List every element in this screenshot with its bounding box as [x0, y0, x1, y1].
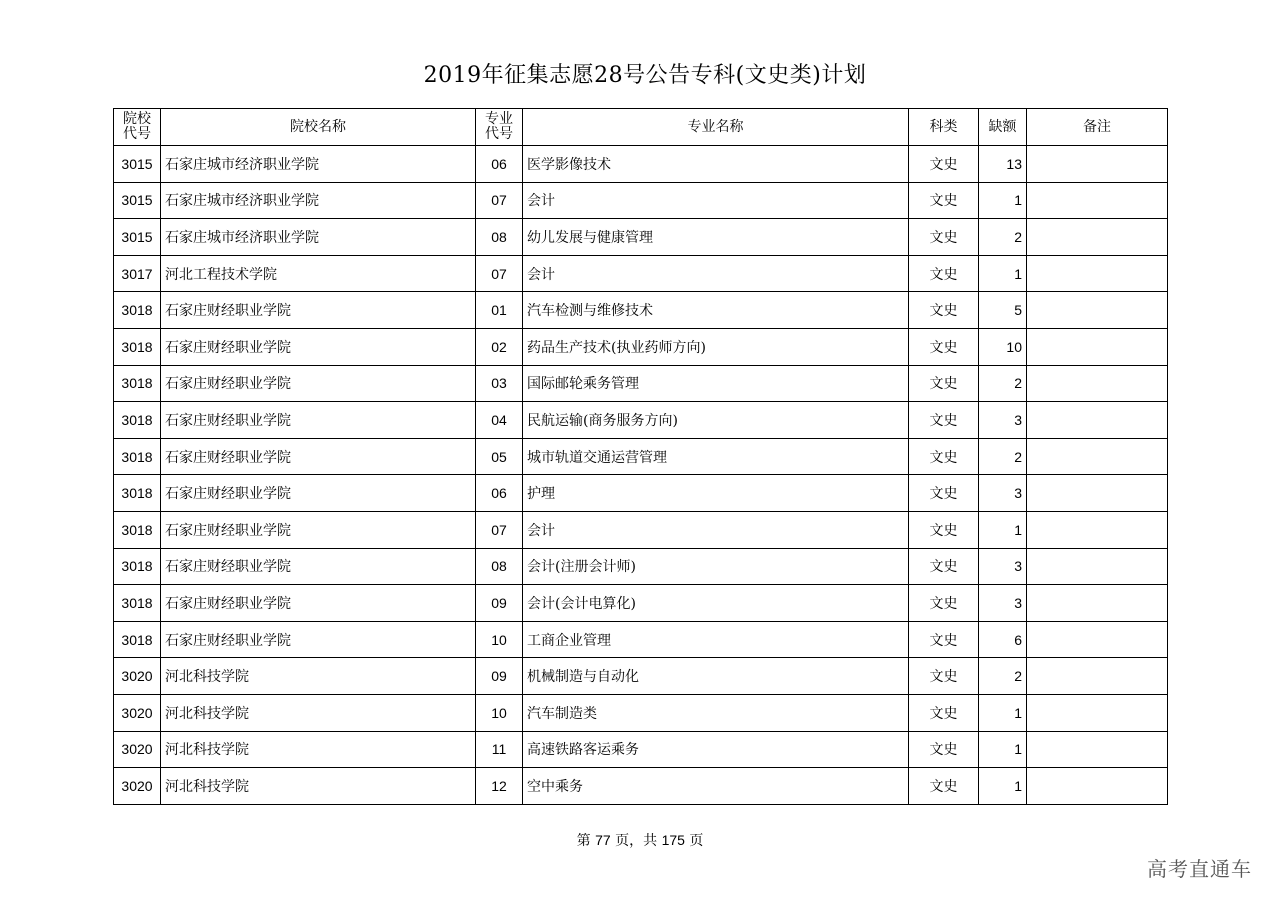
cell-vacancy: 2	[979, 438, 1027, 475]
cell-school-name: 石家庄城市经济职业学院	[161, 182, 476, 219]
cell-category: 文史	[909, 658, 979, 695]
cell-major-name: 工商企业管理	[523, 621, 909, 658]
cell-school-name: 石家庄城市经济职业学院	[161, 219, 476, 256]
cell-major-name: 汽车检测与维修技术	[523, 292, 909, 329]
cell-category: 文史	[909, 292, 979, 329]
cell-major-code: 10	[476, 694, 523, 731]
cell-school-name: 河北科技学院	[161, 658, 476, 695]
table-row	[114, 731, 1168, 768]
header-school-name: 院校名称	[161, 109, 476, 146]
cell-school-code: 3020	[114, 658, 161, 695]
table-row	[114, 585, 1168, 622]
cell-major-code: 10	[476, 621, 523, 658]
cell-school-code: 3018	[114, 365, 161, 402]
cell-major-code: 08	[476, 548, 523, 585]
cell-school-name: 石家庄财经职业学院	[161, 328, 476, 365]
cell-school-name: 河北科技学院	[161, 768, 476, 805]
table-row	[114, 768, 1168, 805]
cell-school-name: 石家庄城市经济职业学院	[161, 146, 476, 183]
cell-major-name: 国际邮轮乘务管理	[523, 365, 909, 402]
cell-remarks	[1027, 438, 1168, 475]
cell-category: 文史	[909, 475, 979, 512]
cell-major-name: 会计	[523, 182, 909, 219]
cell-school-name: 石家庄财经职业学院	[161, 511, 476, 548]
table-row	[114, 219, 1168, 256]
cell-major-code: 11	[476, 731, 523, 768]
cell-category: 文史	[909, 621, 979, 658]
cell-remarks	[1027, 511, 1168, 548]
header-category: 科类	[909, 109, 979, 146]
cell-remarks	[1027, 768, 1168, 805]
cell-remarks	[1027, 475, 1168, 512]
cell-school-code: 3018	[114, 438, 161, 475]
cell-school-code: 3018	[114, 621, 161, 658]
cell-vacancy: 1	[979, 768, 1027, 805]
cell-school-code: 3015	[114, 182, 161, 219]
cell-school-name: 石家庄财经职业学院	[161, 475, 476, 512]
table-row	[114, 658, 1168, 695]
cell-major-code: 07	[476, 182, 523, 219]
cell-category: 文史	[909, 585, 979, 622]
cell-school-code: 3018	[114, 475, 161, 512]
cell-major-name: 护理	[523, 475, 909, 512]
cell-school-name: 河北科技学院	[161, 694, 476, 731]
cell-school-name: 石家庄财经职业学院	[161, 402, 476, 439]
cell-remarks	[1027, 658, 1168, 695]
cell-major-name: 高速铁路客运乘务	[523, 731, 909, 768]
cell-remarks	[1027, 219, 1168, 256]
page-title: 2019年征集志愿28号公告专科(文史类)计划	[423, 63, 867, 88]
cell-major-code: 04	[476, 402, 523, 439]
cell-remarks	[1027, 365, 1168, 402]
cell-school-code: 3020	[114, 694, 161, 731]
cell-major-name: 民航运输(商务服务方向)	[523, 402, 909, 439]
cell-major-code: 01	[476, 292, 523, 329]
cell-vacancy: 6	[979, 621, 1027, 658]
header-major-code: 专业 代号	[476, 109, 523, 146]
cell-category: 文史	[909, 548, 979, 585]
cell-school-name: 石家庄财经职业学院	[161, 621, 476, 658]
header-vacancy: 缺额	[979, 109, 1027, 146]
cell-school-code: 3018	[114, 548, 161, 585]
cell-remarks	[1027, 146, 1168, 183]
cell-major-code: 03	[476, 365, 523, 402]
cell-school-name: 河北工程技术学院	[161, 255, 476, 292]
cell-vacancy: 1	[979, 731, 1027, 768]
cell-major-code: 09	[476, 585, 523, 622]
cell-school-code: 3015	[114, 219, 161, 256]
cell-school-name: 石家庄财经职业学院	[161, 548, 476, 585]
cell-vacancy: 3	[979, 402, 1027, 439]
cell-vacancy: 1	[979, 255, 1027, 292]
cell-school-code: 3020	[114, 768, 161, 805]
cell-remarks	[1027, 255, 1168, 292]
cell-major-name: 机械制造与自动化	[523, 658, 909, 695]
table-row	[114, 511, 1168, 548]
cell-vacancy: 1	[979, 511, 1027, 548]
cell-category: 文史	[909, 328, 979, 365]
cell-school-name: 河北科技学院	[161, 731, 476, 768]
table-row	[114, 548, 1168, 585]
current-page-number: 77	[595, 832, 611, 848]
admission-plan-table	[113, 108, 1168, 805]
watermark-logo-text: 高考直通车	[1147, 857, 1252, 881]
cell-remarks	[1027, 585, 1168, 622]
cell-major-name: 会计(注册会计师)	[523, 548, 909, 585]
table-row	[114, 182, 1168, 219]
cell-vacancy: 2	[979, 365, 1027, 402]
table-row	[114, 292, 1168, 329]
cell-category: 文史	[909, 438, 979, 475]
cell-major-name: 药品生产技术(执业药师方向)	[523, 328, 909, 365]
cell-major-name: 会计(会计电算化)	[523, 585, 909, 622]
page-footer: 第 77 页，共 175 页	[576, 832, 704, 849]
cell-category: 文史	[909, 255, 979, 292]
cell-school-code: 3020	[114, 731, 161, 768]
cell-major-code: 06	[476, 475, 523, 512]
cell-major-name: 会计	[523, 511, 909, 548]
cell-category: 文史	[909, 146, 979, 183]
cell-category: 文史	[909, 219, 979, 256]
cell-major-name: 空中乘务	[523, 768, 909, 805]
cell-vacancy: 5	[979, 292, 1027, 329]
cell-remarks	[1027, 694, 1168, 731]
cell-school-code: 3018	[114, 511, 161, 548]
cell-major-code: 05	[476, 438, 523, 475]
cell-school-name: 石家庄财经职业学院	[161, 438, 476, 475]
cell-major-code: 09	[476, 658, 523, 695]
table-row	[114, 146, 1168, 183]
cell-vacancy: 3	[979, 585, 1027, 622]
cell-remarks	[1027, 292, 1168, 329]
cell-major-code: 12	[476, 768, 523, 805]
cell-remarks	[1027, 328, 1168, 365]
cell-major-code: 06	[476, 146, 523, 183]
table-header-row	[114, 109, 1168, 146]
total-pages-number: 175	[661, 832, 685, 848]
cell-remarks	[1027, 621, 1168, 658]
table-row	[114, 621, 1168, 658]
cell-vacancy: 13	[979, 146, 1027, 183]
header-major-name: 专业名称	[523, 109, 909, 146]
cell-vacancy: 3	[979, 548, 1027, 585]
table-row	[114, 255, 1168, 292]
table-row	[114, 328, 1168, 365]
cell-category: 文史	[909, 511, 979, 548]
table-row	[114, 475, 1168, 512]
cell-major-name: 医学影像技术	[523, 146, 909, 183]
table-row	[114, 694, 1168, 731]
cell-category: 文史	[909, 731, 979, 768]
cell-remarks	[1027, 182, 1168, 219]
cell-remarks	[1027, 548, 1168, 585]
cell-remarks	[1027, 402, 1168, 439]
header-school-code: 院校 代号	[114, 109, 161, 146]
cell-school-code: 3018	[114, 402, 161, 439]
table-row	[114, 402, 1168, 439]
cell-vacancy: 2	[979, 658, 1027, 695]
cell-school-name: 石家庄财经职业学院	[161, 365, 476, 402]
cell-category: 文史	[909, 694, 979, 731]
cell-school-code: 3018	[114, 328, 161, 365]
cell-school-code: 3018	[114, 585, 161, 622]
header-remarks: 备注	[1027, 109, 1168, 146]
cell-major-name: 幼儿发展与健康管理	[523, 219, 909, 256]
cell-school-code: 3015	[114, 146, 161, 183]
cell-category: 文史	[909, 182, 979, 219]
cell-category: 文史	[909, 402, 979, 439]
cell-vacancy: 3	[979, 475, 1027, 512]
cell-remarks	[1027, 731, 1168, 768]
cell-school-code: 3017	[114, 255, 161, 292]
cell-major-name: 汽车制造类	[523, 694, 909, 731]
table-row	[114, 365, 1168, 402]
cell-school-name: 石家庄财经职业学院	[161, 585, 476, 622]
cell-major-code: 08	[476, 219, 523, 256]
cell-category: 文史	[909, 768, 979, 805]
cell-major-code: 02	[476, 328, 523, 365]
cell-vacancy: 2	[979, 219, 1027, 256]
cell-vacancy: 1	[979, 694, 1027, 731]
cell-major-code: 07	[476, 511, 523, 548]
cell-major-name: 城市轨道交通运营管理	[523, 438, 909, 475]
cell-category: 文史	[909, 365, 979, 402]
table-row	[114, 438, 1168, 475]
cell-school-code: 3018	[114, 292, 161, 329]
cell-vacancy: 10	[979, 328, 1027, 365]
cell-major-name: 会计	[523, 255, 909, 292]
cell-major-code: 07	[476, 255, 523, 292]
cell-school-name: 石家庄财经职业学院	[161, 292, 476, 329]
cell-vacancy: 1	[979, 182, 1027, 219]
